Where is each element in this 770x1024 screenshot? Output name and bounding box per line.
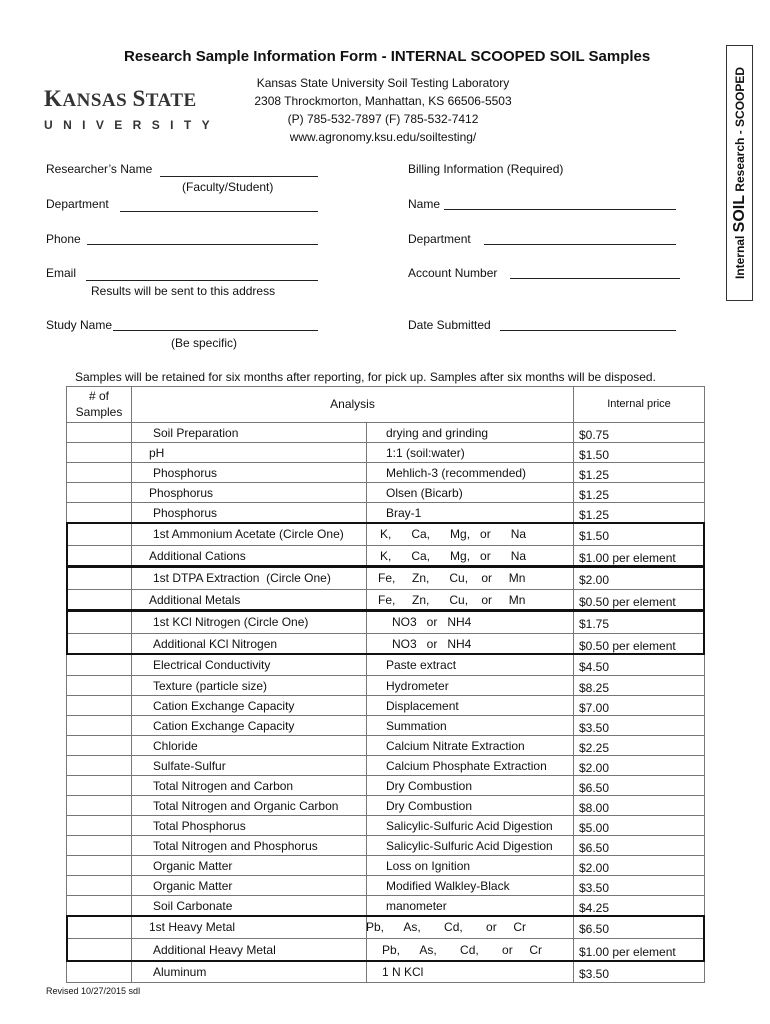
analysis-method: Fe, Zn, Cu, or Mn	[378, 593, 526, 607]
analysis-method: 1:1 (soil:water)	[386, 446, 465, 460]
analysis-price: $6.50	[579, 781, 610, 795]
analysis-method: Pb, As, Cd, or Cr	[382, 943, 543, 957]
analysis-price: $2.00	[579, 573, 610, 587]
lab-name: Kansas State University Soil Testing Laboratory	[256, 76, 510, 90]
circle-one-group-outline	[66, 522, 705, 567]
analysis-name: Electrical Conductivity	[153, 658, 271, 672]
retention-note: Samples will be retained for six months after reporting, for pick up. Samples after six months will be disposed.	[75, 370, 656, 384]
sample-count-cell[interactable]	[66, 442, 132, 463]
sample-count-cell[interactable]	[66, 895, 132, 916]
analysis-name: Total Nitrogen and Organic Carbon	[153, 799, 339, 813]
analysis-price: $3.50	[579, 967, 610, 981]
department-label: Department	[46, 197, 109, 211]
header-price: Internal price	[607, 398, 671, 410]
analysis-price: $1.25	[579, 488, 610, 502]
date-submitted-label: Date Submitted	[408, 318, 491, 332]
analysis-name: Additional Metals	[149, 593, 241, 607]
analysis-method: Calcium Nitrate Extraction	[386, 739, 525, 753]
analysis-name: pH	[149, 446, 165, 460]
sample-count-cell[interactable]	[66, 462, 132, 483]
analysis-price: $2.00	[579, 761, 610, 775]
department-field[interactable]	[120, 211, 318, 212]
analysis-name: 1st KCl Nitrogen (Circle One)	[153, 615, 309, 629]
sample-count-cell[interactable]	[66, 775, 132, 796]
analysis-name: Aluminum	[153, 965, 207, 979]
analysis-price: $3.50	[579, 881, 610, 895]
analysis-method: K, Ca, Mg, or Na	[380, 549, 527, 563]
analysis-name: Phosphorus	[153, 506, 218, 520]
analysis-price: $6.50	[579, 922, 610, 936]
analysis-method: Dry Combustion	[386, 779, 473, 793]
analysis-method: Salicylic-Sulfuric Acid Digestion	[386, 819, 553, 833]
sample-count-cell[interactable]	[66, 735, 132, 756]
sample-count-cell[interactable]	[66, 675, 132, 696]
analysis-method: NO3 or NH4	[392, 637, 472, 651]
analysis-name: Texture (particle size)	[153, 679, 268, 693]
analysis-price: $5.00	[579, 821, 610, 835]
lab-website: www.agronomy.ksu.edu/soiltesting/	[289, 130, 477, 144]
analysis-method: drying and grinding	[386, 426, 489, 440]
sample-count-cell[interactable]	[66, 755, 132, 776]
analysis-name: Total Phosphorus	[153, 819, 246, 833]
sample-count-cell[interactable]	[66, 855, 132, 876]
analysis-price: $8.25	[579, 681, 610, 695]
account-number-field[interactable]	[510, 278, 680, 279]
analysis-name: Sulfate-Sulfur	[153, 759, 226, 773]
analysis-method: Loss on Ignition	[386, 859, 471, 873]
faculty-student-note: (Faculty/Student)	[182, 180, 274, 194]
revised-note: Revised 10/27/2015 sdl	[46, 986, 141, 996]
email-label: Email	[46, 266, 77, 280]
sample-count-cell[interactable]	[66, 695, 132, 716]
analysis-name: Additional KCl Nitrogen	[153, 637, 278, 651]
analysis-table	[66, 386, 705, 983]
analysis-name: Organic Matter	[153, 879, 233, 893]
billing-heading: Billing Information (Required)	[408, 162, 564, 176]
university-logo-subtext: UNIVERSITY	[44, 118, 221, 132]
analysis-price: $1.00 per element	[579, 551, 676, 565]
analysis-price: $1.50	[579, 529, 610, 543]
results-note: Results will be sent to this address	[91, 284, 276, 298]
analysis-name: Cation Exchange Capacity	[153, 719, 295, 733]
analysis-price: $1.25	[579, 508, 610, 522]
header-samples: # of Samples	[75, 389, 123, 419]
analysis-name: Additional Heavy Metal	[153, 943, 276, 957]
analysis-method: Olsen (Bicarb)	[386, 486, 463, 500]
researcher-name-label: Researcher’s Name	[46, 162, 153, 176]
analysis-price: $0.50 per element	[579, 639, 676, 653]
analysis-method: Mehlich-3 (recommended)	[386, 466, 527, 480]
study-name-field[interactable]	[113, 330, 318, 331]
lab-address-block	[228, 74, 538, 146]
billing-name-label: Name	[408, 197, 441, 211]
side-tab-label: Internal SOIL Research - SCOOPED	[730, 66, 748, 280]
sample-count-cell[interactable]	[66, 502, 132, 523]
university-logo: KANSAS STATE	[44, 86, 197, 111]
phone-field[interactable]	[87, 244, 318, 245]
analysis-name: 1st Heavy Metal	[149, 920, 236, 934]
analysis-price: $2.25	[579, 741, 610, 755]
sample-count-cell[interactable]	[66, 815, 132, 836]
analysis-method: Pb, As, Cd, or Cr	[366, 920, 527, 934]
analysis-price: $1.75	[579, 617, 610, 631]
analysis-method: Paste extract	[386, 658, 457, 672]
analysis-price: $4.50	[579, 660, 610, 674]
analysis-method: manometer	[386, 899, 447, 913]
analysis-method: NO3 or NH4	[392, 615, 472, 629]
analysis-name: Chloride	[153, 739, 198, 753]
account-number-label: Account Number	[408, 266, 498, 280]
analysis-name: Cation Exchange Capacity	[153, 699, 295, 713]
analysis-method: Calcium Phosphate Extraction	[386, 759, 547, 773]
analysis-method: Summation	[386, 719, 447, 733]
sample-count-cell[interactable]	[66, 795, 132, 816]
side-tab	[726, 45, 753, 301]
analysis-name: 1st DTPA Extraction (Circle One)	[153, 571, 331, 585]
analysis-method: 1 N KCl	[382, 965, 424, 979]
analysis-price: $0.50 per element	[579, 595, 676, 609]
analysis-name: Total Nitrogen and Carbon	[153, 779, 294, 793]
analysis-price: $1.00 per element	[579, 945, 676, 959]
analysis-name: Additional Cations	[149, 549, 246, 563]
analysis-name: Soil Preparation	[153, 426, 239, 440]
analysis-name: Organic Matter	[153, 859, 233, 873]
analysis-price: $1.25	[579, 468, 610, 482]
sample-count-cell[interactable]	[66, 835, 132, 856]
study-name-label: Study Name	[46, 318, 113, 332]
form-title: Research Sample Information Form - INTERNAL SCOOPED SOIL Samples	[124, 48, 651, 65]
analysis-price: $1.50	[579, 448, 610, 462]
billing-department-field[interactable]	[484, 244, 676, 245]
analysis-price: $4.25	[579, 901, 610, 915]
circle-one-group-outline	[66, 566, 705, 611]
sample-count-cell[interactable]	[66, 715, 132, 736]
analysis-name: 1st Ammonium Acetate (Circle One)	[153, 527, 344, 541]
analysis-name: Total Nitrogen and Phosphorus	[153, 839, 318, 853]
analysis-method: Modified Walkley-Black	[386, 879, 510, 893]
sample-count-cell[interactable]	[66, 422, 132, 443]
analysis-price: $8.00	[579, 801, 610, 815]
circle-one-group-outline	[66, 915, 705, 962]
lab-street-address: 2308 Throckmorton, Manhattan, KS 66506-5503	[254, 94, 512, 108]
analysis-method: Dry Combustion	[386, 799, 473, 813]
analysis-method: Hydrometer	[386, 679, 449, 693]
sample-count-cell[interactable]	[66, 654, 132, 676]
analysis-method: Displacement	[386, 699, 459, 713]
phone-label: Phone	[46, 232, 81, 246]
table-cell	[131, 442, 367, 463]
header-analysis: Analysis	[330, 397, 375, 411]
analysis-method: Salicylic-Sulfuric Acid Digestion	[386, 839, 553, 853]
date-submitted-field[interactable]	[500, 330, 676, 331]
analysis-name: Soil Carbonate	[153, 899, 233, 913]
circle-one-group-outline	[66, 610, 705, 655]
analysis-name: Phosphorus	[149, 486, 214, 500]
lab-phone-fax: (P) 785-532-7897 (F) 785-532-7412	[287, 112, 479, 126]
billing-name-field[interactable]	[444, 209, 676, 210]
analysis-price: $2.00	[579, 861, 610, 875]
be-specific-note: (Be specific)	[171, 336, 238, 350]
analysis-name: Phosphorus	[153, 466, 218, 480]
sample-count-cell[interactable]	[66, 961, 132, 983]
researcher-name-field[interactable]	[160, 176, 318, 177]
sample-count-cell[interactable]	[66, 875, 132, 896]
analysis-price: $3.50	[579, 721, 610, 735]
analysis-price: $0.75	[579, 428, 610, 442]
analysis-method: Bray-1	[386, 506, 422, 520]
analysis-price: $7.00	[579, 701, 610, 715]
analysis-price: $6.50	[579, 841, 610, 855]
analysis-method: K, Ca, Mg, or Na	[380, 527, 527, 541]
email-field[interactable]	[86, 280, 318, 281]
billing-department-label: Department	[408, 232, 471, 246]
sample-count-cell[interactable]	[66, 482, 132, 503]
analysis-method: Fe, Zn, Cu, or Mn	[378, 571, 526, 585]
